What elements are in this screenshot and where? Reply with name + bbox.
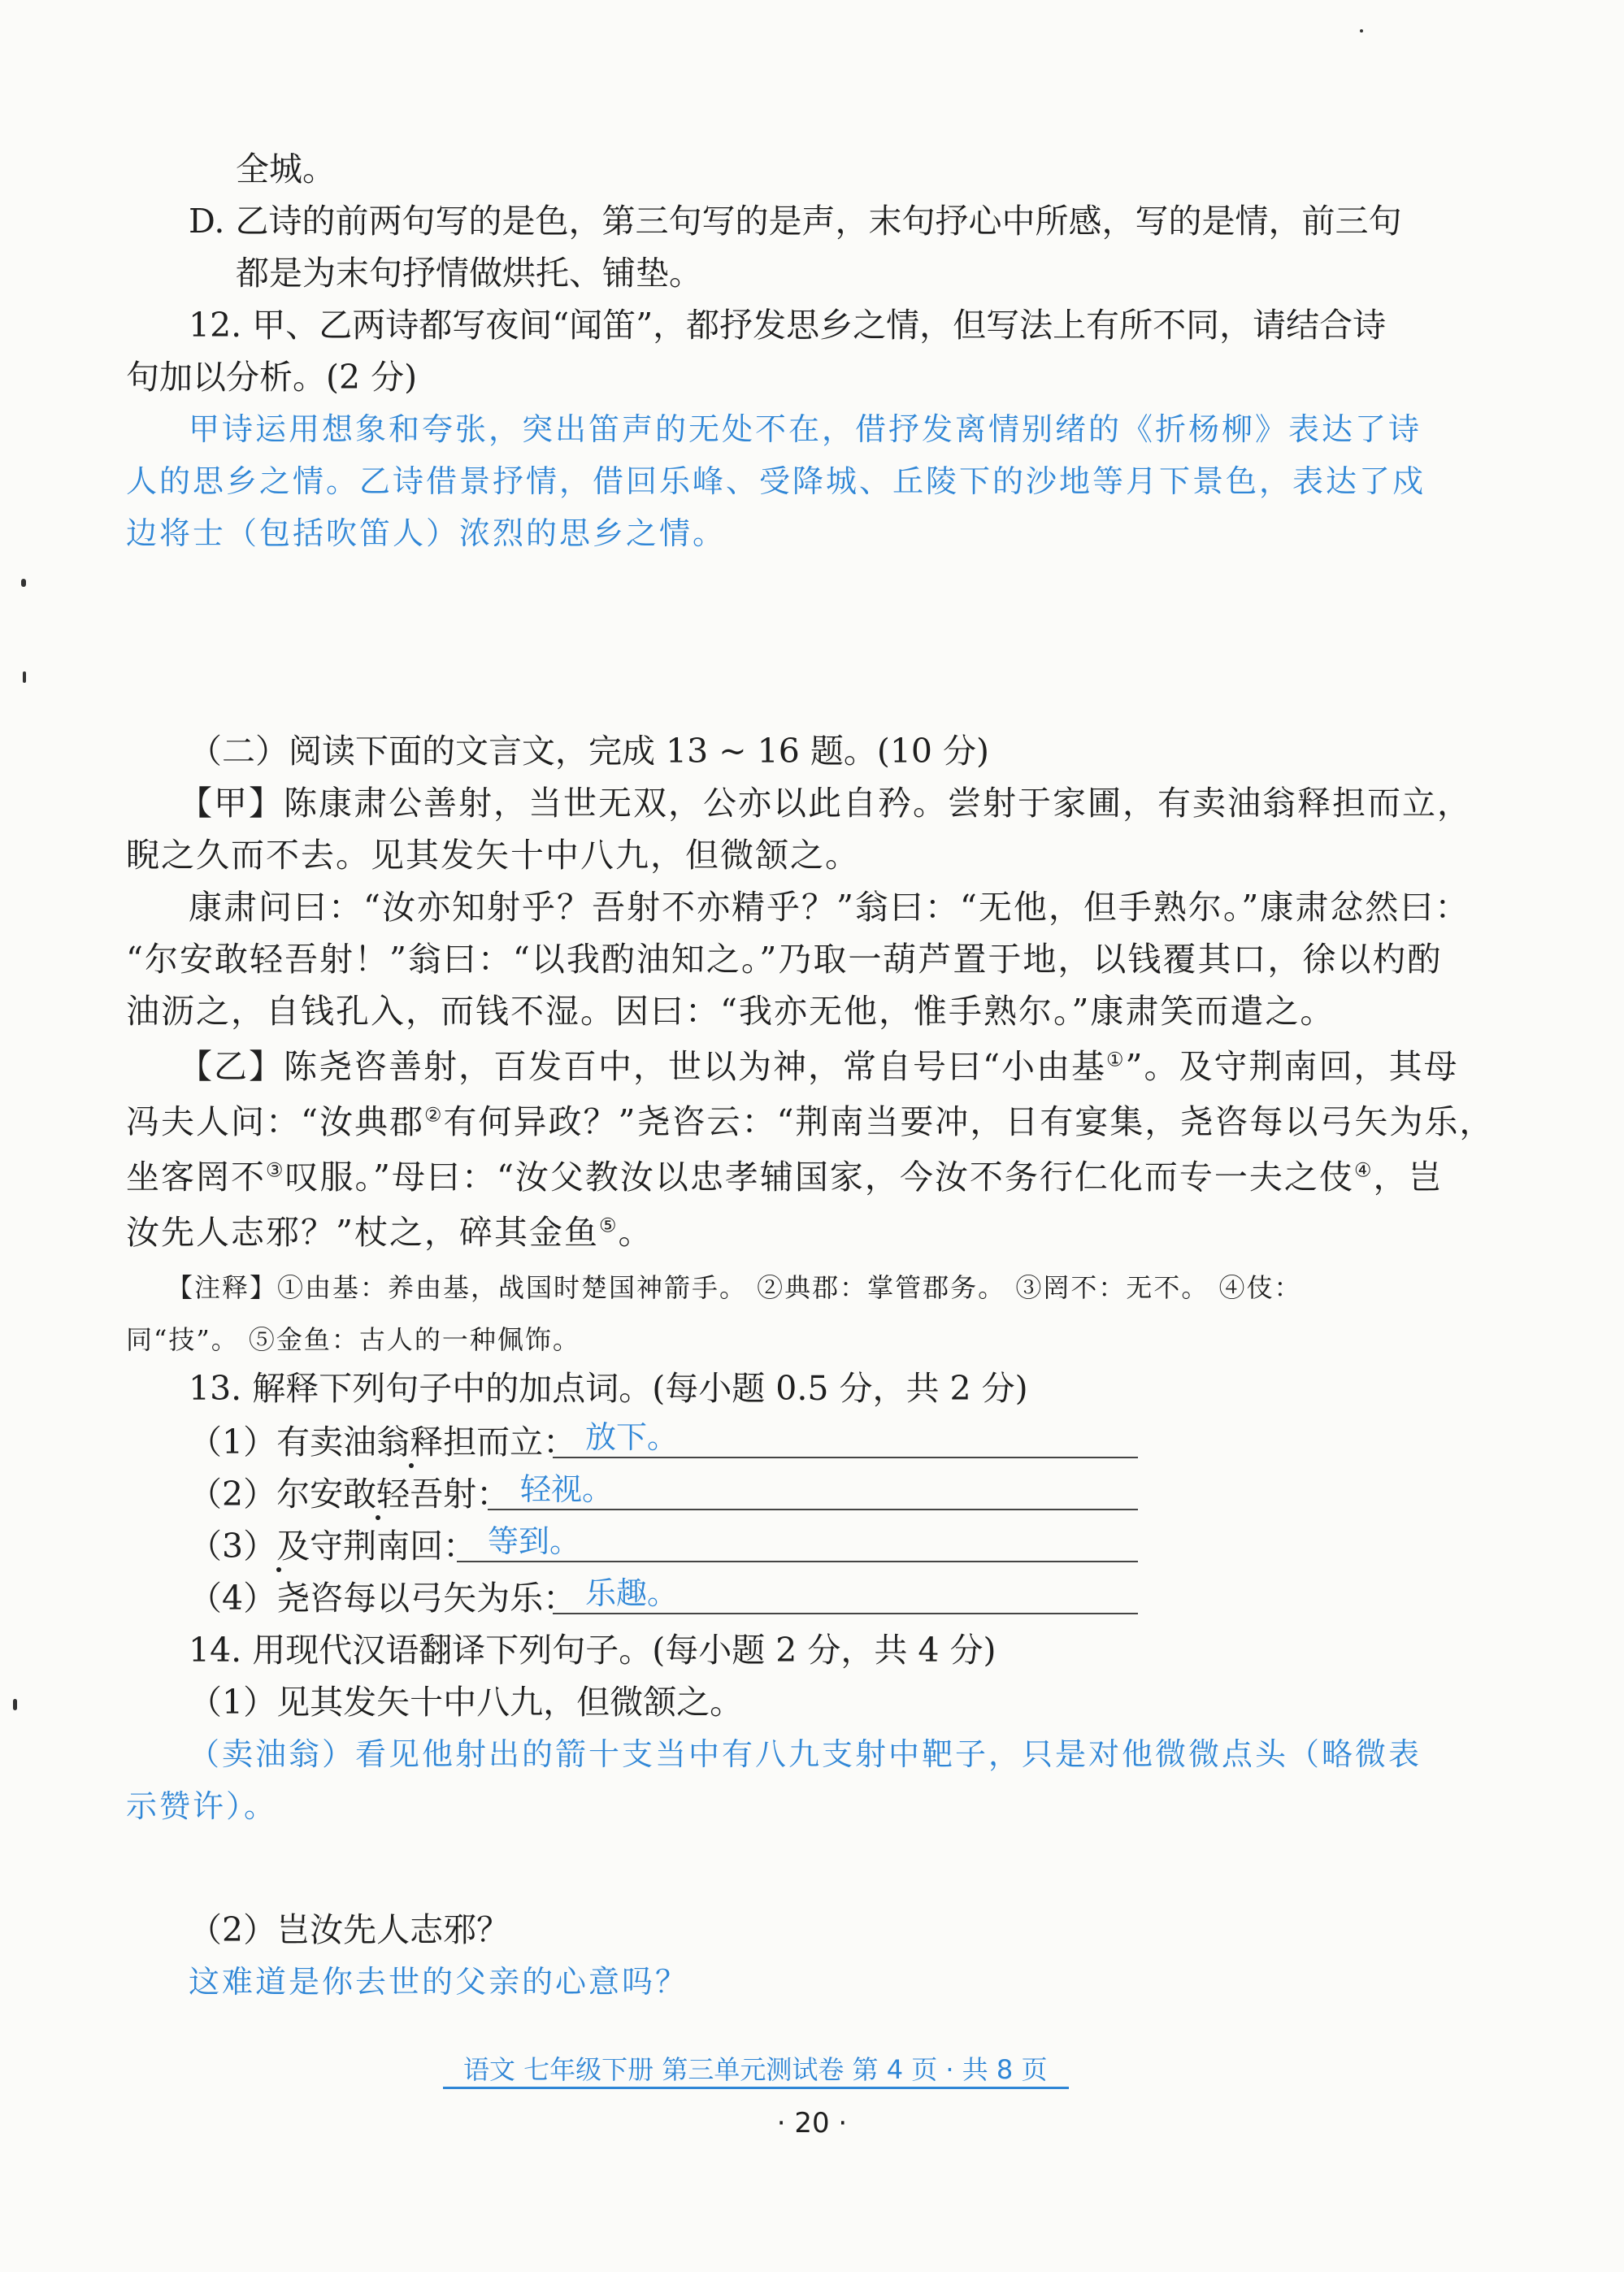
answer-13-2: 轻视。 <box>520 1471 614 1507</box>
question-14: 14. 用现代汉语翻译下列句子。(每小题 2 分，共 4 分) <box>189 1631 997 1670</box>
question-14-2: （2）岂汝先人志邪？ <box>189 1910 510 1949</box>
passage-yi <box>126 1154 1443 1200</box>
text-line: 句加以分析。(2 分) <box>126 358 418 397</box>
passage-text: ”。及守荆南回，其母 <box>1125 1047 1459 1086</box>
annotation: 同“技”。 ⑤金鱼：古人的一种佩饰。 <box>126 1324 580 1355</box>
answer-12: 边将士（包括吹笛人）浓烈的思乡之情。 <box>126 515 727 551</box>
passage-jia: 【甲】陈康肃公善射，当世无双，公亦以此自矜。尝射于家圃，有卖油翁释担而立， <box>179 784 1472 823</box>
passage-text: 有何异政？”尧咨云：“荆南当要冲，日有宴集，尧咨每以弓矢为乐， <box>443 1102 1495 1141</box>
answer-14-1: 示赞许）。 <box>126 1788 278 1824</box>
annotation: 【注释】①由基：养由基，战国时楚国神箭手。 ②典郡：掌管郡务。 ③罔不：无不。 ④伎： <box>167 1272 1302 1303</box>
question-13: 13. 解释下列句子中的加点词。(每小题 0.5 分，共 2 分) <box>189 1369 1028 1408</box>
question-14-1: （1）见其发矢十中八九，但微颔之。 <box>189 1683 744 1722</box>
passage-jia: 油沥之，自钱孔入，而钱不湿。因曰：“我亦无他，惟手熟尔。”康肃笑而遣之。 <box>126 992 1335 1031</box>
answer-12: 人的思乡之情。乙诗借景抒情，借回乐峰、受降城、丘陵下的沙地等月下景色，表达了戍 <box>126 463 1426 499</box>
footnote-mark: ③ <box>266 1158 285 1182</box>
scan-speck <box>13 1699 17 1710</box>
emphasis-dot <box>409 1463 414 1468</box>
scan-speck <box>23 671 26 683</box>
passage-text: ，岂 <box>1373 1158 1444 1197</box>
answer-13-3: 等到。 <box>488 1523 581 1559</box>
question-13-1: （1）有卖油翁释担而立： <box>189 1423 577 1462</box>
text-line: 全城。 <box>236 150 336 189</box>
answer-14-1: （卖油翁）看见他射出的箭十支当中有八九支射中靶子，只是对他微微点头（略微表 <box>189 1736 1422 1772</box>
passage-text: 。 <box>618 1213 654 1252</box>
footnote-mark: ① <box>1105 1048 1126 1071</box>
option-d: D. 乙诗的前两句写的是色，第三句写的是声，末句抒心中所感，写的是情，前三句 <box>189 202 1402 241</box>
question-13-3: （3）及守荆南回： <box>189 1527 477 1566</box>
footnote-mark: ② <box>423 1103 444 1127</box>
footnote-mark: ⑤ <box>598 1214 619 1237</box>
section-heading: （二）阅读下面的文言文，完成 13 ~ 16 题。(10 分) <box>189 732 990 771</box>
passage-jia: 康肃问曰：“汝亦知射乎？吾射不亦精乎？”翁曰：“无他，但手熟尔。”康肃忿然曰： <box>189 888 1470 927</box>
question-12: 12. 甲、乙两诗都写夜间“闻笛”，都抒发思乡之情，但写法上有所不同，请结合诗 <box>189 306 1387 345</box>
answer-13-1: 放下。 <box>585 1419 679 1455</box>
footer-rule <box>443 2087 1069 2089</box>
question-13-2: （2）尔安敢轻吾射： <box>189 1475 510 1514</box>
answer-13-4: 乐趣。 <box>585 1575 679 1611</box>
passage-yi <box>126 1099 1494 1145</box>
text-line: 都是为末句抒情做烘托、铺垫。 <box>236 254 702 293</box>
passage-jia: “尔安敢轻吾射！”翁曰：“以我酌油知之。”乃取一葫芦置于地，以钱覆其口，徐以杓酌 <box>126 940 1443 979</box>
passage-text: 坐客罔不 <box>126 1158 266 1197</box>
passage-text: 冯夫人问：“汝典郡 <box>126 1102 424 1141</box>
passage-text: 汝先人志邪？”杖之，碎其金鱼 <box>126 1213 599 1252</box>
passage-jia: 睨之久而不去。见其发矢十中八九，但微颔之。 <box>126 836 860 875</box>
emphasis-dot <box>276 1567 281 1572</box>
scan-speck <box>1360 29 1363 33</box>
passage-yi <box>179 1044 1458 1089</box>
passage-yi <box>126 1210 653 1255</box>
question-13-4: （4）尧咨每以弓矢为乐： <box>189 1579 577 1618</box>
passage-text: 【乙】陈尧咨善射，百发百中，世以为神，常自号曰“小由基 <box>179 1047 1106 1086</box>
emphasis-dot <box>376 1515 380 1520</box>
footnote-mark: ④ <box>1353 1158 1374 1182</box>
scan-speck <box>21 579 26 587</box>
answer-14-2: 这难道是你去世的父亲的心意吗？ <box>189 1964 689 2000</box>
answer-12: 甲诗运用想象和夸张，突出笛声的无处不在，借抒发离情别绪的《折杨柳》表达了诗 <box>189 411 1422 447</box>
page-footer: 语文 七年级下册 第三单元测试卷 第 4 页 · 共 8 页 <box>463 2054 1048 2085</box>
page-number: · 20 · <box>776 2107 848 2140</box>
passage-text: 叹服。”母曰：“汝父教汝以忠孝辅国家，今汝不务行仁化而专一夫之伎 <box>284 1158 1354 1197</box>
